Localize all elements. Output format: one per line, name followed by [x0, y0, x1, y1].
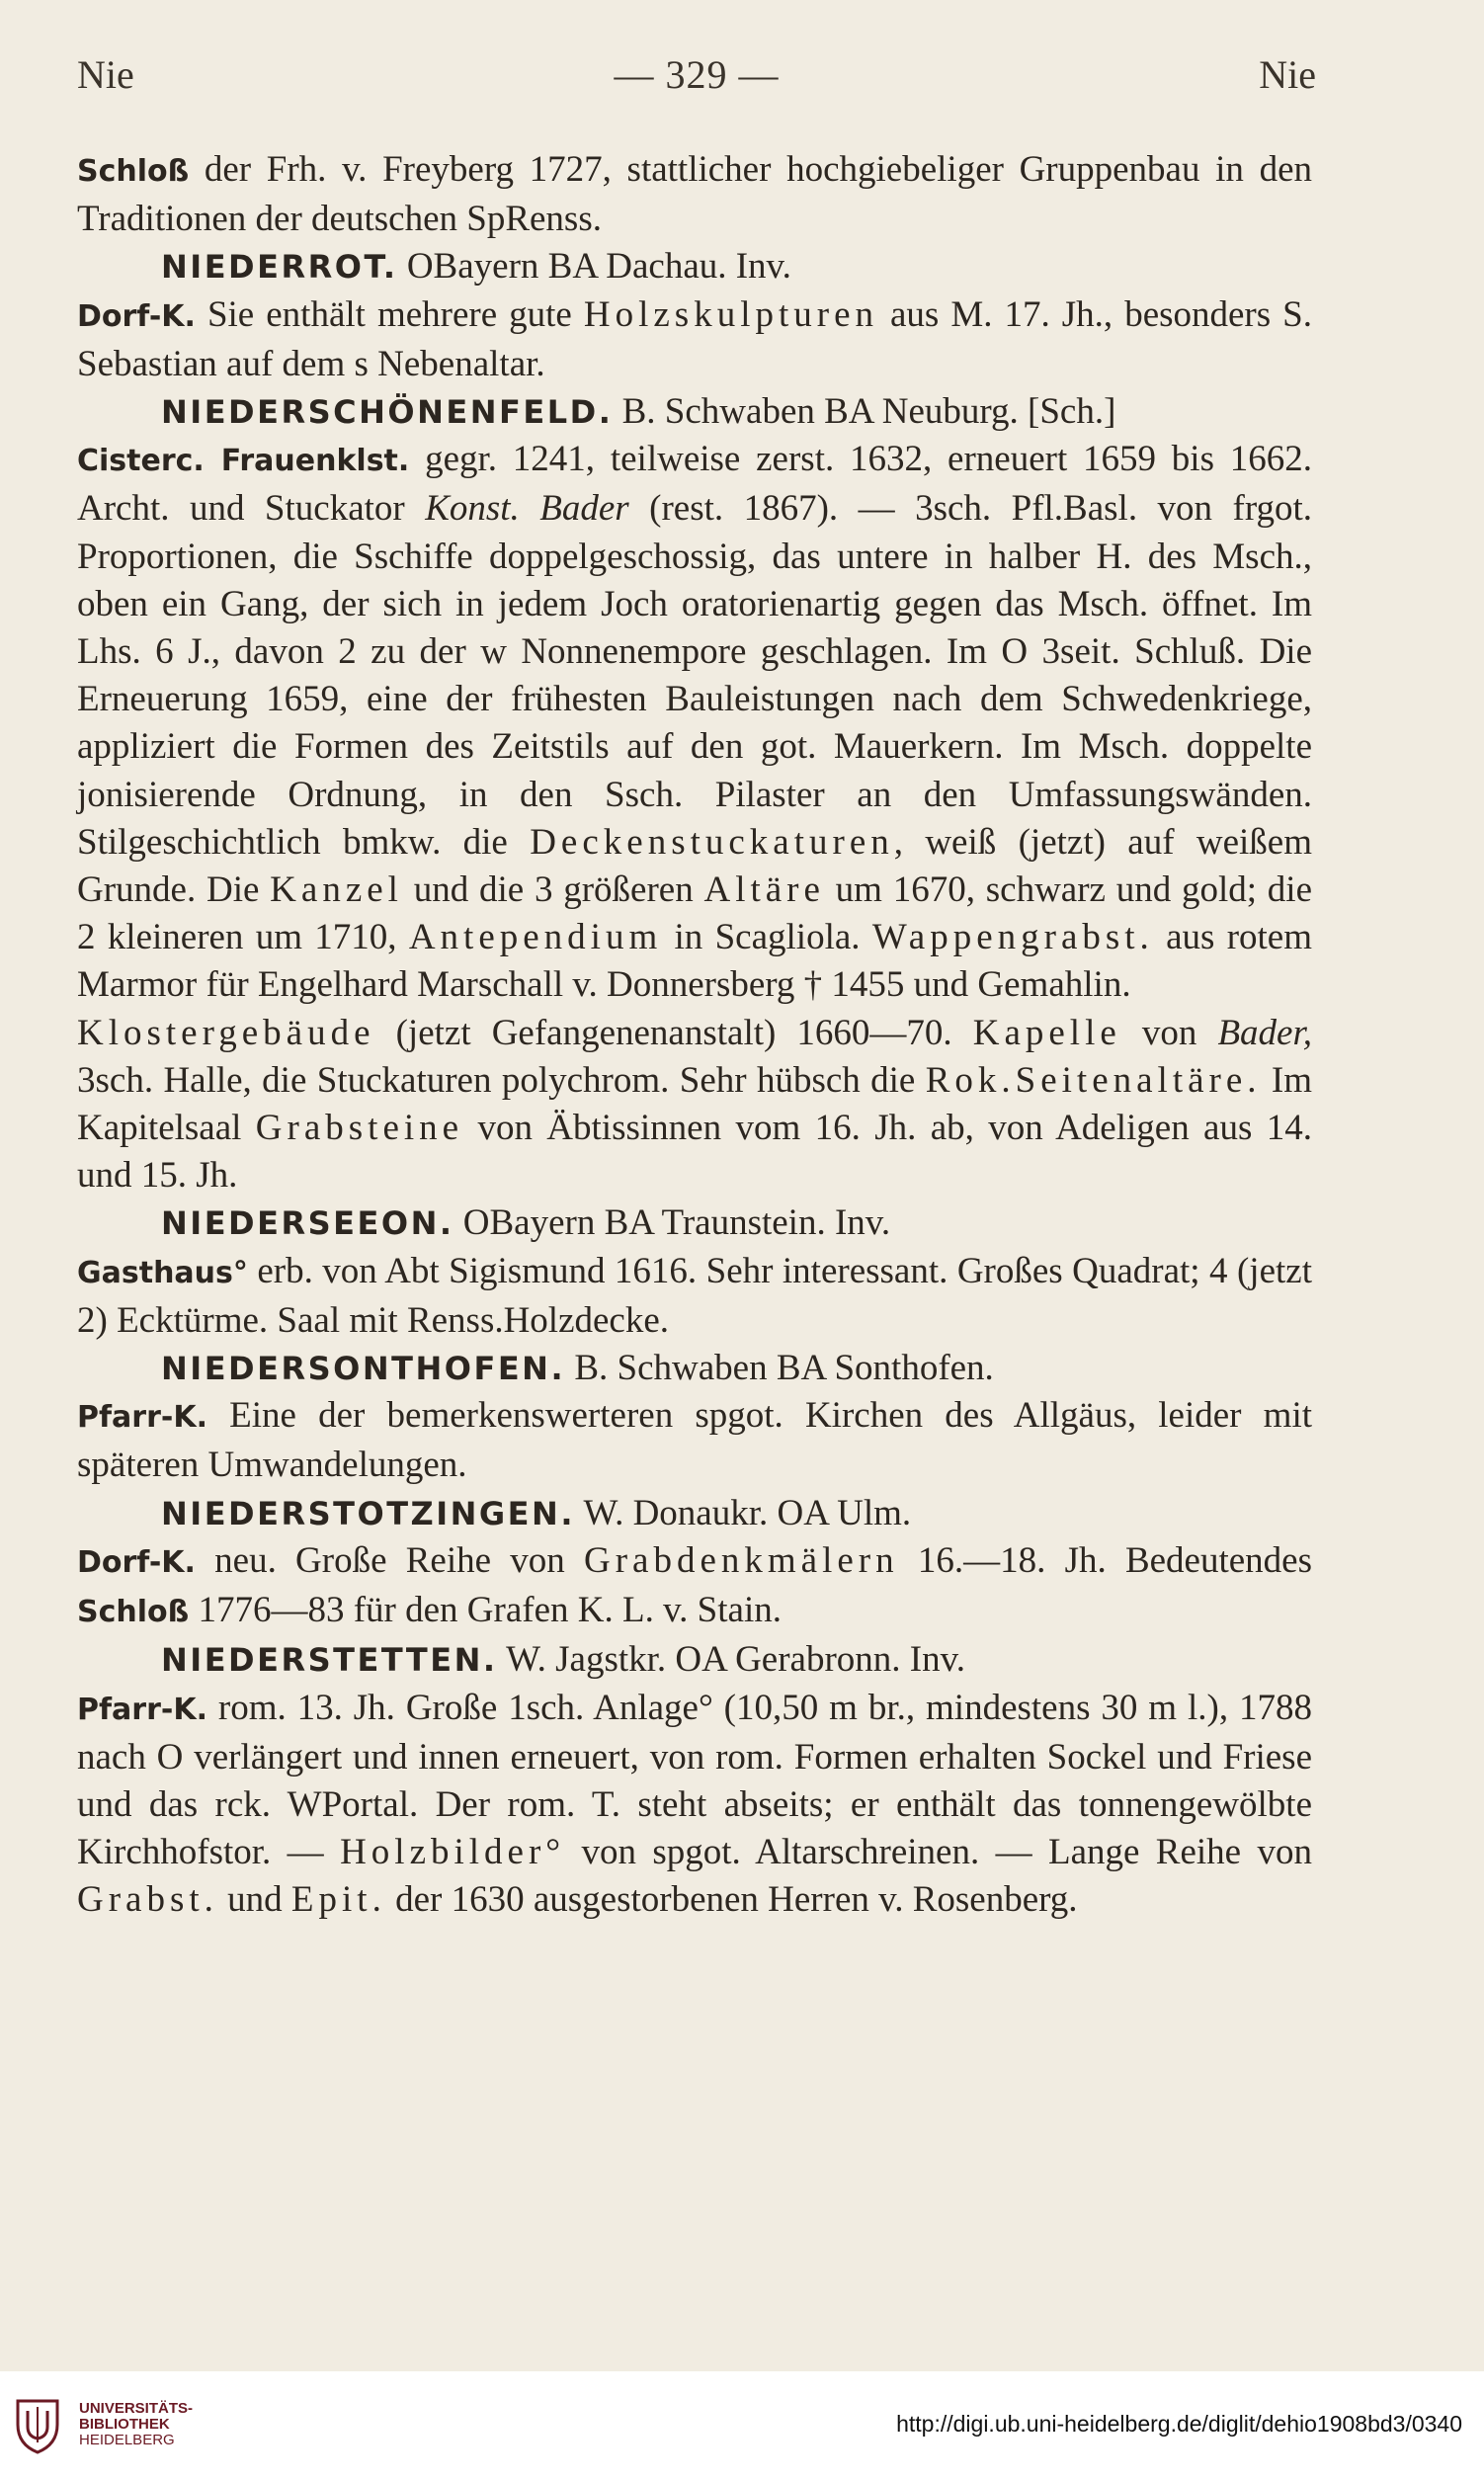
spaced-term: Grabst. [77, 1879, 218, 1921]
text-run: der Frh. v. Freyberg 1727, stattlicher hochgiebeliger Gruppenbau in den Traditionen der deutschen SpRenss. [77, 149, 1312, 240]
spaced-term: Holzbilder° [340, 1832, 566, 1873]
text-run: B. Schwaben BA Sonthofen. [565, 1348, 994, 1389]
text-run: der 1630 ausgestorbenen Herren v. Rosenberg. [385, 1879, 1078, 1921]
text-run: um 1670, schwarz und gold; die 2 kleineren um 1710, [77, 869, 1313, 958]
spaced-term: Grabdenkmälern [584, 1539, 899, 1581]
logo-line-1: UNIVERSITÄTS- [79, 2400, 194, 2417]
text-run: und [217, 1879, 291, 1921]
running-head [77, 51, 1316, 98]
spaced-term: Altäre [703, 869, 825, 911]
text-run: (jetzt Gefangenenanstalt) 1660—70. [374, 1012, 973, 1053]
headword: NIEDERSEEON. [161, 1204, 454, 1243]
italic-name: Konst. Bader [425, 488, 629, 530]
text-run: Eine der bemerkenswerteren spgot. Kirchen des Allgäus, leider mit späteren Umwandelungen. [77, 1395, 1312, 1486]
headword: NIEDERROT. [161, 248, 398, 287]
lead-word: Dorf-K. [77, 1544, 196, 1580]
entry-paragraph [77, 1685, 1312, 1925]
lead-word: Pfarr-K. [77, 1692, 207, 1727]
text-run: , weiß (jetzt) auf weißem Grunde. Die [77, 821, 1312, 911]
text-run: 1776—83 für den Grafen K. L. v. Stain. [189, 1590, 782, 1631]
logo-line-2: BIBLIOTHEK [79, 2416, 170, 2433]
text-run: 3sch. Halle, die Stuckaturen polychrom. Sehr hübsch die [77, 1059, 926, 1101]
spaced-term: Deckenstuckaturen [530, 821, 894, 863]
spaced-term: Rok.Seitenaltäre. [925, 1059, 1262, 1101]
headword: NIEDERSTOTZINGEN. [161, 1494, 575, 1532]
text-run: aus rotem Marmor für Engelhard Marschall v. Donnersberg † 1455 und Gemahlin. [77, 917, 1312, 1006]
body-text [77, 146, 1312, 1925]
text-run: aus M. 17. Jh., besonders S. Sebastian auf dem s Nebenaltar. [77, 293, 1312, 384]
text-run: W. Donaukr. OA Ulm. [574, 1492, 912, 1533]
spaced-term: Holzskulpturen [583, 293, 878, 335]
entry-paragraph [77, 436, 1312, 1009]
text-run: gegr. 1241, teilweise zerst. 1632, erneuert 1659 bis 1662. Archt. und Stuckator [77, 439, 1312, 530]
entry-paragraph [77, 1248, 1312, 1345]
text-run: W. Jagstkr. OA Gerabronn. Inv. [497, 1639, 965, 1681]
lead-word: Cisterc. Frauenklst. [77, 444, 410, 479]
text-run: von Äbtissinnen vom 16. Jh. ab, von Adeligen aus 14. und 15. Jh. [77, 1108, 1312, 1197]
entry-paragraph [77, 291, 1312, 388]
text-run: von [1120, 1012, 1218, 1053]
text-run: Im Kapitelsaal [77, 1059, 1312, 1149]
entry-heading [77, 1199, 1312, 1247]
spaced-term: Grabsteine [255, 1108, 464, 1149]
entry-heading [77, 243, 1312, 290]
spaced-term: Epit. [290, 1879, 386, 1921]
page-number: — 329 — [614, 52, 780, 97]
entry-heading [77, 1345, 1312, 1392]
footer-bar [0, 2371, 1484, 2481]
spaced-term: Wappengrabst. [871, 917, 1154, 958]
logo-line-3: HEIDELBERG [79, 2432, 175, 2448]
text-run: und die 3 größeren [402, 869, 704, 911]
spaced-term: Klostergebäude [77, 1012, 375, 1053]
text-run: OBayern BA Dachau. Inv. [397, 246, 791, 288]
lead-word: Pfarr-K. [77, 1400, 207, 1436]
text-run: OBayern BA Traunstein. Inv. [453, 1202, 891, 1244]
entry-heading [77, 388, 1312, 436]
lead-word: Schloß [77, 1595, 190, 1630]
lead-word: Gasthaus° [77, 1255, 248, 1290]
lead-word: Dorf-K. [77, 298, 196, 334]
text-run: Sie enthält mehrere gute [195, 293, 584, 335]
entry-paragraph [77, 1010, 1312, 1200]
entry-heading [77, 1636, 1312, 1684]
running-head-right: Nie [1259, 52, 1316, 97]
library-logo-text [79, 2401, 193, 2448]
headword: NIEDERSONTHOFEN. [161, 1350, 566, 1388]
running-head-left: Nie [77, 52, 134, 97]
spaced-term: Kanzel [270, 869, 403, 911]
spaced-term: Antependium [408, 917, 663, 958]
italic-name: Bader, [1217, 1012, 1313, 1053]
text-run: (rest. 1867). — 3sch. Pfl.Basl. von frgot. Proportionen, die Sschiffe doppelgeschossig, das untere in halber H. des Msch., oben ein Gang, der sich in jedem Joch oratorienartig gegen das Msch. öffnet. Im Lhs. 6 J., davon 2 zu der w Nonnenempore geschlagen. Im O 3seit. Schluß. Die Erneuerung 1659, eine der frühesten Bauleistungen nach dem Schwedenkriege, appliziert die Formen des Zeitstils auf den got. Mauerkern. Im Msch. doppelte jonisierende Ordnung, in den Ssch. Pilaster an den Umfassungswänden. Stilgeschichtlich bmkw. die [77, 488, 1313, 863]
headword: NIEDERSTETTEN. [161, 1641, 498, 1680]
text-run: in Scagliola. [662, 917, 872, 958]
entry-paragraph [77, 1537, 1312, 1636]
source-url-link[interactable]: http://digi.ub.uni-heidelberg.de/diglit/dehio1908bd3/0340 [896, 2411, 1462, 2437]
entry-paragraph [77, 146, 1312, 243]
university-seal-icon [14, 2395, 61, 2454]
text-run: 16.—18. Jh. Bedeutendes [898, 1539, 1312, 1581]
lead-word: Schloß [77, 154, 190, 189]
text-run: B. Schwaben BA Neuburg. [Sch.] [613, 391, 1116, 433]
headword: NIEDERSCHÖNENFELD. [161, 393, 614, 432]
text-run: von spgot. Altarschreinen. — Lange Reihe von [565, 1832, 1312, 1873]
entry-paragraph [77, 1392, 1312, 1489]
text-run: rom. 13. Jh. Große 1sch. Anlage° (10,50 m br., mindestens 30 m l.), 1788 nach O verlängert und innen erneuert, von rom. Formen erhalten Sockel und Friese und das rck. WPortal. Der rom. T. steht abseits; er enthält das tonnengewölbte Kirchhofstor. — [77, 1687, 1312, 1873]
text-run: erb. von Abt Sigismund 1616. Sehr interessant. Großes Quadrat; 4 (jetzt 2) Ecktürme. Saal mit Renss.Holzdecke. [77, 1250, 1312, 1341]
text-run: neu. Große Reihe von [195, 1539, 584, 1581]
entry-heading [77, 1490, 1312, 1537]
spaced-term: Kapelle [972, 1012, 1121, 1053]
